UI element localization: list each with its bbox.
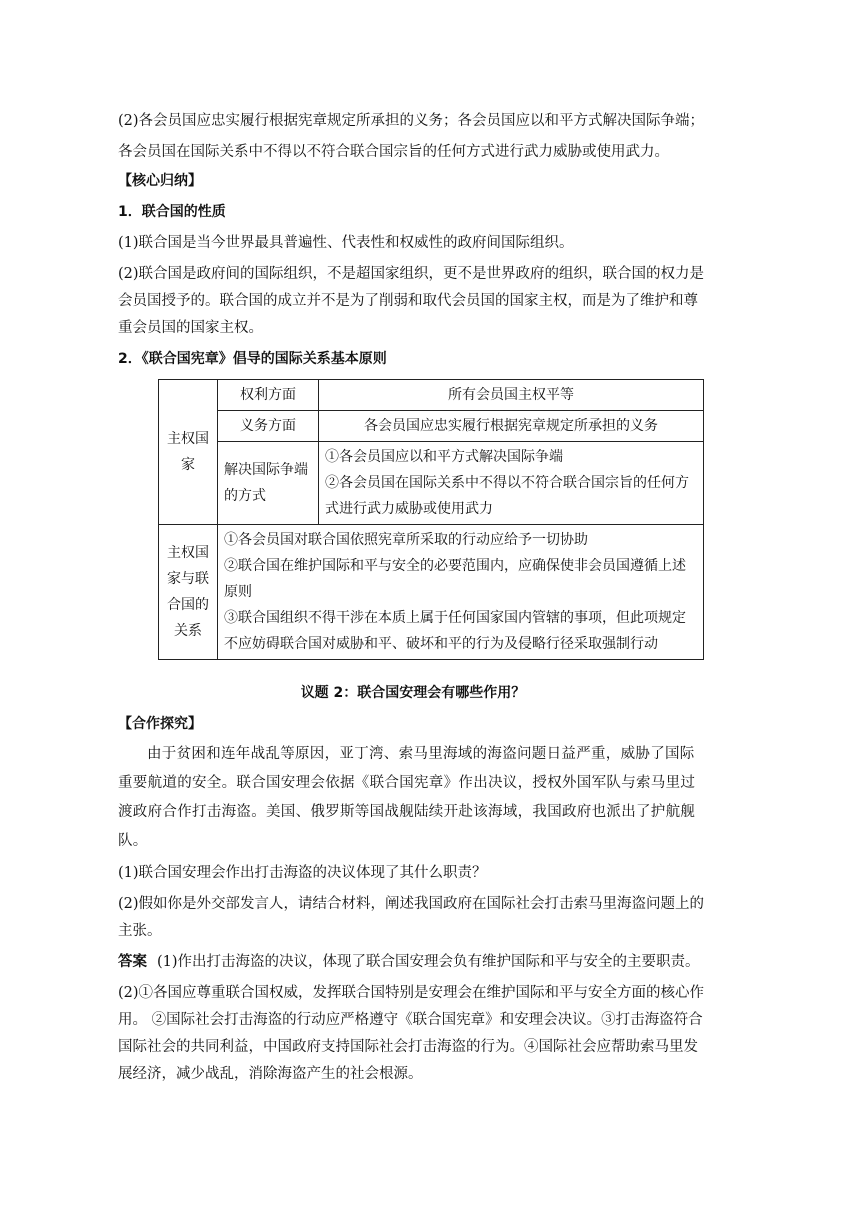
dispute-label: 解决国际争端的方式 <box>218 442 319 525</box>
dispute-item-2: ②各会员国在国际关系中不得以不符合联合国宗旨的任何方式进行武力威胁或使用武力 <box>325 475 689 517</box>
intro-line-1: (2)各会员国应忠实履行根据宪章规定所承担的义务；各会员国应以和平方式解决国际争端； <box>118 113 705 129</box>
relation-item-3: ③联合国组织不得干涉在本质上属于任何国家国内管辖的事项，但此项规定不应妨碍联合国对威胁和平、破坏和平的行为及侵略行径采取强制行动 <box>224 610 686 652</box>
heading-charter-principles: 2．《联合国宪章》倡导的国际关系基本原则 <box>118 351 387 367</box>
topic-title: 议题 2：联合国安理会有哪些作用？ <box>300 685 526 701</box>
answer-label: 答案 <box>118 954 147 970</box>
rights-label: 权利方面 <box>218 380 319 411</box>
table-row <box>159 442 704 525</box>
answer-1-line <box>118 949 708 976</box>
core-summary-tag: 【核心归纳】 <box>118 173 202 189</box>
table-row <box>159 411 704 442</box>
heading-un-nature: 1．联合国的性质 <box>118 204 226 220</box>
question-1: (1)联合国安理会作出打击海盗的决议体现了其什么职责？ <box>118 865 487 881</box>
un-nature-point-2: (2)联合国是政府间的国际组织，不是超国家组织，更不是世界政府的组织，联合国的权力是会员国授予的。联合国的成立并不是为了削弱和取代会员国的国家主权，而是为了维护和尊重会员国的国家主权。 <box>118 266 705 336</box>
answer-1: (1)作出打击海盗的决议，体现了联合国安理会负有维护国际和平与安全的主要职责。 <box>157 954 700 970</box>
principles-table <box>158 379 704 660</box>
group-sovereign-states: 主权国家 <box>159 380 218 525</box>
answer-2: (2)①各国应尊重联合国权威，发挥联合国特别是安理会在维护国际和平与安全方面的核心作用。 ②国际社会打击海盗的行动应严格遵守《联合国宪章》和安理会决议。③打击海盗符合国际社会的共同利益，中国政府支持国际社会打击海盗的行为。④国际社会应帮助索马里发展经济，减少战乱，消除海盗产生的社会根源。 <box>118 985 705 1082</box>
group-states-and-un: 主权国家与联合国的关系 <box>159 525 218 660</box>
relation-item-1: ①各会员国对联合国依照宪章所采取的行动应给予一切协助 <box>224 532 588 548</box>
relation-cell <box>218 525 704 660</box>
cooperative-inquiry-tag: 【合作探究】 <box>118 716 202 732</box>
material-paragraph: 由于贫困和连年战乱等原因，亚丁湾、索马里海域的海盗问题日益严重，威胁了国际重要航道的安全。联合国安理会依据《联合国宪章》作出决议，授权外国军队与索马里过渡政府合作打击海盗。美国、俄罗斯等国战舰陆续开赴该海域，我国政府也派出了护航舰队。 <box>118 746 696 849</box>
table-row <box>159 525 704 660</box>
duty-value: 各会员国应忠实履行根据宪章规定所承担的义务 <box>319 411 704 442</box>
relation-item-2: ②联合国在维护国际和平与安全的必要范围内，应确保使非会员国遵循上述原则 <box>224 558 686 600</box>
rights-value: 所有会员国主权平等 <box>319 380 704 411</box>
document-page <box>118 108 708 1088</box>
dispute-cell <box>319 442 704 525</box>
un-nature-point-1: (1)联合国是当今世界最具普遍性、代表性和权威性的政府间国际组织。 <box>118 235 574 251</box>
intro-line-2: 各会员国在国际关系中不得以不符合联合国宗旨的任何方式进行武力威胁或使用武力。 <box>118 144 669 160</box>
dispute-item-1: ①各会员国应以和平方式解决国际争端 <box>325 449 563 465</box>
question-2: (2)假如你是外交部发言人，请结合材料，阐述我国政府在国际社会打击索马里海盗问题上的主张。 <box>118 896 705 939</box>
table-row <box>159 380 704 411</box>
duty-label: 义务方面 <box>218 411 319 442</box>
